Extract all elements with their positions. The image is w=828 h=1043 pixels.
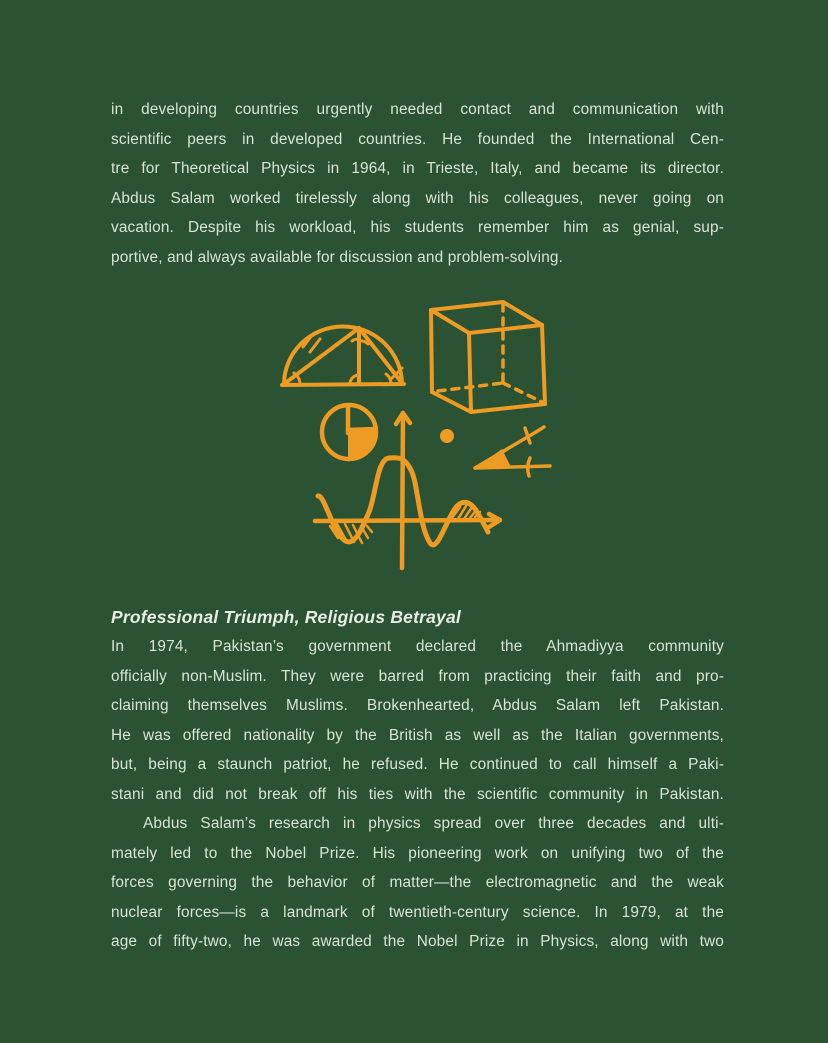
- paragraph-3: [111, 809, 724, 957]
- body-line: nuclear forces—is a landmark of twentieth-century science. In 1979, at the: [111, 903, 724, 921]
- body-line: stani and did not break off his ties with the scientific community in Pakistan.: [111, 785, 724, 803]
- body-line: but, being a staunch patriot, he refused. He continued to call himself a Paki-: [111, 756, 724, 773]
- body-line: in developing countries urgently needed contact and communication with: [111, 101, 724, 118]
- body-line: claiming themselves Muslims. Brokenhearted, Abdus Salam left Pakistan.: [111, 697, 724, 714]
- dot-doodle: [440, 429, 454, 443]
- body-line: In 1974, Pakistan’s government declared the Ahmadiyya community: [111, 638, 724, 655]
- body-line: Abdus Salam’s research in physics spread over three decades and ulti-: [143, 815, 724, 832]
- body-line: vacation. Despite his workload, his students remember him as genial, sup-: [111, 219, 724, 236]
- body-line: mately led to the Nobel Prize. His pioneering work on unifying two of the: [111, 844, 724, 862]
- text-column: [111, 95, 724, 957]
- semicircle-triangle-doodle: [282, 326, 404, 385]
- paragraph-2: [111, 632, 724, 809]
- body-line: scientific peers in developed countries. He founded the International Cen-: [111, 130, 724, 148]
- cube-doodle: [431, 302, 545, 412]
- body-line: age of fifty-two, he was awarded the Nobel Prize in Physics, along with two: [111, 933, 724, 950]
- math-doodles-illustration: [272, 286, 562, 578]
- sine-wave-doodle: [315, 413, 500, 568]
- body-line: forces governing the behavior of matter—the electromagnetic and the weak: [111, 874, 724, 891]
- angle-doodle: [475, 427, 550, 476]
- body-line: portive, and always available for discussion and problem-solving.: [111, 248, 564, 266]
- paragraph-1: [111, 95, 724, 272]
- pie-chart-doodle: [322, 405, 376, 462]
- section-heading: Professional Triumph, Religious Betrayal: [111, 607, 461, 627]
- body-line: tre for Theoretical Physics in 1964, in Trieste, Italy, and became its director.: [111, 160, 724, 177]
- math-doodles: [282, 302, 550, 568]
- body-line: Abdus Salam worked tirelessly along with his colleagues, never going on: [111, 189, 724, 207]
- body-line: officially non-Muslim. They were barred from practicing their faith and pro-: [111, 667, 724, 685]
- body-line: He was offered nationality by the British as well as the Italian governments,: [111, 726, 724, 744]
